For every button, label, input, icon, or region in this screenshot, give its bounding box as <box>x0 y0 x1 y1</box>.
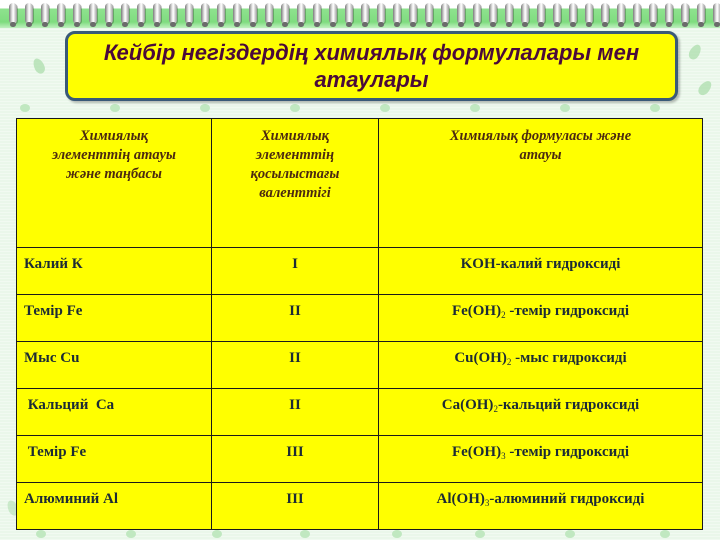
formula-base: Al(OH) <box>436 491 485 507</box>
spiral-binding-bar <box>0 0 720 28</box>
element-cell: Мыс Cu <box>17 342 212 389</box>
spiral-binding-icon <box>137 3 145 24</box>
formula-subscript: 2 <box>501 310 506 320</box>
header-line: атауы <box>519 147 562 163</box>
spiral-binding-icon <box>361 3 369 24</box>
title-line-1: Кейбір негіздердің химиялық формулалары мен <box>103 40 640 65</box>
formula-cell <box>379 483 703 530</box>
header-line: Химиялық <box>260 128 330 144</box>
compound-name: -калий гидроксиді <box>495 256 621 272</box>
leaf-icon <box>470 104 480 112</box>
valence-cell: II <box>212 295 379 342</box>
spiral-binding-icon <box>521 3 529 24</box>
formula-base: Cu(OH) <box>454 350 507 366</box>
header-line: элементтің атауы <box>52 147 176 163</box>
valence-cell: I <box>212 248 379 295</box>
formula-base: Ca(OH) <box>441 397 494 413</box>
leaf-icon <box>126 530 136 538</box>
leaf-icon <box>31 57 47 76</box>
leaf-icon <box>696 79 714 98</box>
formula-cell <box>379 248 703 295</box>
header-line: және таңбасы <box>66 166 162 182</box>
spiral-binding-icon <box>537 3 545 24</box>
leaf-icon <box>36 530 46 538</box>
spiral-binding-icon <box>377 3 385 24</box>
leaf-icon <box>20 104 30 112</box>
spiral-binding-icon <box>153 3 161 24</box>
table-row <box>17 342 703 389</box>
spiral-binding-icon <box>489 3 497 24</box>
spiral-binding-icon <box>505 3 513 24</box>
formula-cell <box>379 295 703 342</box>
spiral-binding-icon <box>409 3 417 24</box>
leaf-icon <box>565 530 575 538</box>
spiral-binding-icon <box>329 3 337 24</box>
formula-cell <box>379 342 703 389</box>
leaf-icon <box>110 104 120 112</box>
spiral-binding-icon <box>425 3 433 24</box>
spiral-binding-icon <box>249 3 257 24</box>
leaf-icon <box>560 104 570 112</box>
spiral-binding-icon <box>233 3 241 24</box>
compound-name: -мыс гидроксиді <box>511 350 627 366</box>
spiral-binding-icon <box>41 3 49 24</box>
hydroxides-table <box>16 118 703 530</box>
spiral-binding-icon <box>633 3 641 24</box>
table-row <box>17 389 703 436</box>
spiral-binding-icon <box>665 3 673 24</box>
spiral-binding-icon <box>393 3 401 24</box>
leaf-icon <box>290 104 300 112</box>
spiral-binding-icon <box>105 3 113 24</box>
page-title <box>68 39 675 93</box>
leaf-icon <box>660 530 670 538</box>
header-line: Химиялық формуласы және <box>449 128 632 144</box>
spiral-binding-icon <box>9 3 17 24</box>
element-cell: Кальций Ca <box>17 389 212 436</box>
formula-subscript: 2 <box>493 404 498 414</box>
spiral-binding-icon <box>681 3 689 24</box>
title-line-2: атаулары <box>314 67 429 92</box>
compound-name: -темір гидроксиді <box>505 303 630 319</box>
spiral-binding-icon <box>601 3 609 24</box>
spiral-binding-icon <box>313 3 321 24</box>
valence-cell: III <box>212 483 379 530</box>
header-element-name <box>17 119 212 248</box>
spiral-binding-icon <box>201 3 209 24</box>
header-line: элементтің <box>255 147 335 163</box>
spiral-binding-icon <box>473 3 481 24</box>
header-valence <box>212 119 379 248</box>
header-line: қосылыстағы <box>250 166 340 182</box>
table-row <box>17 248 703 295</box>
formula-base: Fe(OH) <box>451 303 502 319</box>
spiral-binding-icon <box>569 3 577 24</box>
leaf-icon <box>392 530 402 538</box>
element-cell: Алюминий Al <box>17 483 212 530</box>
valence-cell: III <box>212 436 379 483</box>
spiral-binding-icon <box>713 3 720 24</box>
spiral-binding-icon <box>345 3 353 24</box>
spiral-binding-icon <box>457 3 465 24</box>
compound-name: -алюминий гидроксиді <box>489 491 645 507</box>
header-line: Химиялық <box>79 128 149 144</box>
element-cell: Темір Fe <box>17 295 212 342</box>
header-line: валенттігі <box>259 185 331 201</box>
leaf-icon <box>380 104 390 112</box>
formula-cell <box>379 436 703 483</box>
leaf-icon <box>300 530 310 538</box>
table-row <box>17 436 703 483</box>
leaf-icon <box>650 104 660 112</box>
spiral-binding-icon <box>697 3 705 24</box>
leaf-icon <box>475 530 485 538</box>
spiral-binding-icon <box>585 3 593 24</box>
spiral-binding-icon <box>553 3 561 24</box>
leaf-icon <box>687 43 704 62</box>
leaf-icon <box>200 104 210 112</box>
table-row <box>17 295 703 342</box>
leaf-icon <box>212 530 222 538</box>
element-cell: Темір Fe <box>17 436 212 483</box>
spiral-binding-icon <box>25 3 33 24</box>
spiral-binding-icon <box>57 3 65 24</box>
spiral-binding-icon <box>265 3 273 24</box>
formula-cell <box>379 389 703 436</box>
formula-subscript: 2 <box>506 357 512 367</box>
spiral-binding-icon <box>89 3 97 24</box>
spiral-binding-icon <box>73 3 81 24</box>
spiral-binding-icon <box>441 3 449 24</box>
spiral-binding-icon <box>169 3 177 24</box>
formula-base: KOH <box>460 256 496 272</box>
spiral-binding-icon <box>281 3 289 24</box>
spiral-binding-icon <box>649 3 657 24</box>
valence-cell: II <box>212 389 379 436</box>
valence-cell: II <box>212 342 379 389</box>
spiral-binding-icon <box>185 3 193 24</box>
compound-name: -кальций гидроксиді <box>497 397 640 413</box>
spiral-binding-icon <box>617 3 625 24</box>
formula-subscript: 3 <box>501 451 506 461</box>
compound-name: -темір гидроксиді <box>505 444 630 460</box>
header-formula-name <box>379 119 703 248</box>
formula-subscript: 3 <box>484 498 490 508</box>
spiral-binding-icon <box>217 3 225 24</box>
spiral-binding-icon <box>121 3 129 24</box>
element-cell: Калий К <box>17 248 212 295</box>
spiral-binding-icon <box>297 3 305 24</box>
title-box <box>65 31 678 101</box>
table-header-row <box>17 119 703 248</box>
table-row <box>17 483 703 530</box>
formula-base: Fe(OH) <box>451 444 502 460</box>
